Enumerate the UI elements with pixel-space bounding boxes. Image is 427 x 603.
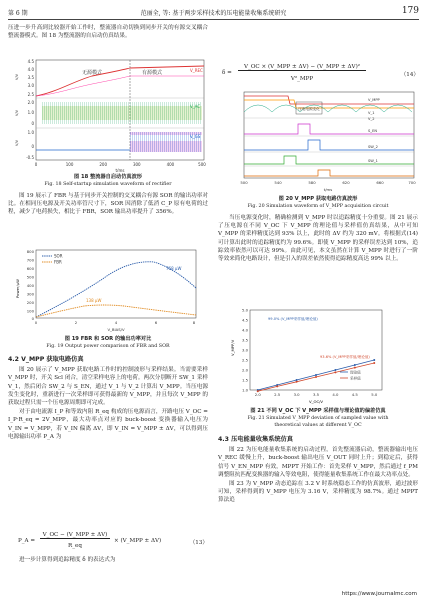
- equation-13: [14, 531, 208, 553]
- tick-label: 200: [99, 162, 108, 167]
- y-axis-label: Power/μW: [15, 279, 20, 298]
- issue-label: 第 6 期: [8, 10, 28, 17]
- v-gs-label: V_GS: [190, 134, 201, 139]
- data-point: [334, 369, 336, 371]
- x-axis-label: t/ms: [323, 187, 333, 192]
- signal-label: S_EN: [368, 129, 378, 133]
- tick-label: 0: [31, 121, 34, 126]
- tick-label: 600: [26, 266, 34, 271]
- data-point: [354, 367, 356, 369]
- signal-label: SW_1: [368, 159, 378, 163]
- y-axis-label: V/V: [15, 139, 19, 146]
- tick-label: 2.5: [27, 92, 34, 97]
- y-tick-label: 4.0: [241, 327, 248, 333]
- tick-label: 540: [274, 180, 282, 185]
- y-tick-label: 1.0: [241, 387, 248, 393]
- tick-label: 0: [34, 162, 38, 167]
- data-point: [276, 385, 278, 387]
- tick-label: 4.5: [27, 59, 34, 64]
- legend-fbr: FBR: [54, 259, 62, 265]
- x-axis-label: V_BIAS/V: [107, 327, 125, 332]
- tick-label: 300: [132, 162, 141, 167]
- paragraph: 对于由电流源 I_P 和等效内阻 R_eq 构成的压电源而言，开路电压 V_OC = I_P·R_eq = 2V_MPP，最大功率点对应的 buck-boost 变换器输入电压为 V_IN = V_MPP，若 V_IN 偏离 ΔV，即 V_IN = V_MPP ± ΔV，可以得到压电源输出功率 P_A 为: [8, 409, 208, 440]
- data-point: [373, 359, 375, 361]
- source-change-annotation: 压电电源变化: [298, 107, 320, 111]
- page-header: [8, 6, 419, 18]
- tick-label: 660: [376, 180, 384, 185]
- sor-annotation: 768 μW: [166, 266, 182, 271]
- tick-label: 2.0: [27, 100, 34, 105]
- figure-21-chart: [228, 306, 388, 406]
- tick-label: 100: [26, 308, 34, 314]
- data-point: [315, 374, 317, 376]
- left-section-4-2: [8, 352, 208, 442]
- x-tick-label: 4.0: [332, 392, 339, 397]
- tick-label: 400: [26, 283, 34, 288]
- tick-label: 3.5: [27, 75, 34, 80]
- paragraph: 当压电源变化时，精确检测到 V_MPP 时以追踪精度十分重要。图 21 展示了压电源在不同 V_OC 下 V_MPP 的理论值与采样值仿真结果，从中可知 V_MPP 的采样精度达到 93% 以上，此时的 ΔV 约为 320 mV。将根据式(14)可计算出此时的追踪精度约为 99.6%。即使 V_MPP 的采样误差达到 10%，追踪效率依然可以可达 99%。由此可见，本文虽然在计算 V_MPP 时进行了一阶等效来简化电路设计，但是引入的误差依然使得追踪精度高达 99% 以上。: [218, 215, 418, 263]
- figure-18-caption: [8, 174, 208, 188]
- caption-en: Fig. 21 Simulated V_MPP deviation of sampled value with: [247, 416, 389, 421]
- caption-en: Fig. 20 Simulation waveform of V_MPP acquisition circuit: [247, 204, 389, 209]
- tick-label: 500: [198, 162, 206, 167]
- x-axis-label: t/ms: [115, 168, 125, 172]
- signal-label: V_MPP: [368, 98, 380, 102]
- tick-label: 700: [26, 257, 34, 263]
- y-tick-label: 5.0: [241, 307, 248, 313]
- data-point: [315, 376, 317, 378]
- right-section-4-3: [218, 432, 418, 506]
- equation-14: [222, 62, 419, 86]
- x-tick-label: 4.5: [351, 392, 358, 397]
- v-rec-label: V_REC: [190, 68, 203, 73]
- annotation-93: 93.6% (V_MPP采样值/理论值): [320, 355, 370, 359]
- tick-label: 500: [240, 180, 248, 185]
- tick-label: 0: [31, 144, 34, 149]
- paragraph: 图 22 为压电能量收集系统的启动过程，首先整流器启动，整流器输出电压 V_REC 缓慢上升，buck-boost 输出电压 V_OUT 同时上升；到稳定后，获得信号 V_EN_MPP 有效，MPPT 开始工作：首先采样 V_MPP，然后通过 f_PM 调整阻抗匹配变换器的输入等效电阻，使得能量收集系统工作在最大功率点处。: [218, 447, 418, 478]
- tick-label: 4.0: [27, 67, 34, 72]
- tick-label: 300: [26, 291, 34, 297]
- caption-cn: 图 21 不同 V_OC 下 V_MPP 采样值与理论值的偏差仿真: [250, 408, 386, 414]
- tick-label: 2: [74, 320, 78, 325]
- figure-18: [12, 58, 208, 172]
- tick-label: 400: [166, 162, 175, 167]
- data-point: [334, 371, 336, 373]
- journal-url: https://www.journalmc.com: [341, 591, 417, 597]
- eq-number: （13）: [189, 540, 208, 546]
- header-rule: [8, 19, 419, 20]
- eq-denominator: V²_MPP: [290, 76, 314, 82]
- section-heading: 4.2 V_MPP 获取电路仿真: [8, 356, 84, 363]
- tick-label: 3.0: [27, 83, 34, 88]
- running-title: 范丽全, 等: 基于两步采样技术的压电能量收集系统研究: [140, 10, 287, 17]
- tick-label: 100: [65, 162, 74, 167]
- tick-label: 4: [114, 320, 118, 325]
- x-tick-label: 2.0: [254, 392, 261, 397]
- tick-label: 620: [342, 180, 350, 185]
- eq-numerator: V_OC − (V_MPP ± ΔV): [40, 532, 110, 539]
- y-axis-label: V/V: [15, 73, 19, 80]
- eq-lhs: δ =: [222, 70, 232, 76]
- annotation-99: 99.0% (V_MPP采样值/理论值): [268, 317, 318, 321]
- eq-number: （14）: [400, 72, 419, 78]
- tick-label: 6: [154, 320, 158, 325]
- tick-label: 8: [192, 320, 196, 325]
- tick-label: 580: [308, 180, 316, 185]
- active-mode-label: 有源模式: [141, 70, 163, 76]
- legend-label: 理论值: [350, 370, 361, 375]
- y-tick-label: 3.5: [241, 337, 248, 343]
- section-heading: 4.3 压电能量收集系统仿真: [218, 436, 293, 443]
- data-point: [257, 390, 259, 392]
- paragraph: 图 20 展示了 V_MPP 获取电路工作时的控制波形与采样结果。当需要采样 V_MPP 时，开关 Scl 闭合，清空采样电容上的电荷。两次分别断开 SW_1 采样 V_1，然后闭合 SW_2 与 S_EN，通过 V_1 与 V_2 计算出 V_MPP。当压电源发生变化时，重新进行一次采样即可获得最新的 V_MPP，并且每次 V_MPP 的获取过程只需一个压电源周期即可完成。: [8, 367, 208, 407]
- tick-label: -0.5: [26, 155, 34, 160]
- tick-label: 800: [26, 249, 34, 254]
- signal-label: V_1: [368, 111, 375, 115]
- y-tick-label: 2.0: [241, 367, 248, 373]
- left-para-5: [8, 556, 208, 565]
- tick-label: 1.0: [27, 130, 34, 135]
- legend-label: 采样值: [350, 376, 361, 381]
- caption-en: theoretical values at different V_OC: [274, 423, 362, 428]
- data-point: [296, 381, 298, 383]
- y-tick-label: 3.0: [241, 347, 248, 353]
- caption-cn: 图 19 FBR 和 SOR 的输出功率对比: [64, 336, 152, 342]
- signal-label: SW_2: [368, 145, 378, 149]
- eq-rhs: × (V_MPP ± ΔV): [114, 538, 162, 544]
- paragraph: 图 23 为 V_MPP 动态追踪在 3.2 V 时系统稳态工作的仿真波形，通过波形可知，采样得到的 V_MPP 电压为 3.16 V，采样精度为 98.7%。通过 MPPT 算法追: [218, 481, 418, 504]
- x-tick-label: 3.0: [293, 392, 300, 397]
- v-ac-label: V_AC: [190, 104, 201, 109]
- legend-sor: SOR: [54, 253, 63, 259]
- y-axis-label: V/V: [15, 109, 19, 116]
- paragraph: 进一步计算得到追踪精度 δ 的表达式为: [19, 557, 116, 563]
- figure-20-caption: [218, 196, 418, 210]
- data-point: [354, 364, 356, 366]
- tick-label: 0: [34, 320, 38, 325]
- x-axis-label: V_OC/V: [308, 399, 324, 404]
- figure-19: [14, 248, 200, 332]
- y-tick-label: 4.5: [241, 317, 248, 323]
- eq-denominator: R_eq: [68, 543, 82, 549]
- caption-en: Fig. 19 Output power comparison of FBR and SOR: [46, 344, 170, 349]
- figure-21-caption: [218, 408, 418, 429]
- left-intro: [8, 24, 208, 41]
- paragraph: 压进一步升高到比较器开始工作时，整流器自动切换到同步开关的有源交叉耦合整流器模式。图 18 为整流器的自启动仿真结果。: [8, 25, 208, 40]
- figure-20: [218, 90, 418, 194]
- caption-cn: 图 20 V_MPP 获取电路仿真波形: [278, 196, 358, 202]
- tick-label: 200: [26, 300, 34, 305]
- figure-19-caption: [8, 336, 208, 350]
- tick-label: 1.0: [27, 110, 34, 115]
- y-tick-label: 2.5: [241, 357, 248, 363]
- eq-lhs: P_A =: [18, 538, 36, 544]
- x-tick-label: 3.5: [312, 392, 320, 397]
- caption-cn: 图 18 整流器自启动仿真波形: [74, 174, 142, 180]
- data-point: [373, 362, 375, 364]
- x-tick-label: 2.5: [274, 392, 281, 397]
- x-tick-label: 5.0: [371, 392, 378, 397]
- fbr-annotation: 138 μW: [86, 298, 102, 303]
- y-axis-label: V_MPP/V: [230, 339, 235, 356]
- caption-en: Fig. 18 Self-startup simulation waveform of rectifier: [44, 182, 172, 187]
- tick-label: 0: [31, 316, 34, 321]
- y-tick-label: 1.5: [241, 377, 248, 383]
- left-para-2: [8, 192, 208, 218]
- tick-label: 700: [408, 180, 416, 185]
- data-point: [296, 379, 298, 381]
- eq-numerator: V_OC × (V_MPP ± ΔV) − (V_MPP ± ΔV)²: [238, 64, 366, 71]
- right-para-1: [218, 214, 418, 264]
- page-number: 179: [401, 6, 419, 16]
- passive-mode-label: 无源模式: [81, 70, 103, 76]
- signal-label: V_2: [368, 117, 375, 121]
- tick-label: 500: [26, 274, 34, 280]
- paragraph: 图 19 展示了 FBR 与基于同步开关控制的交叉耦合有源 SOR 的输出功率对比。在相同压电源及开关功率管尺寸下，SOR 因消除了低消 C_P 原有电荷的过程，减少了电荷损失，相比于 FBR，SOR 输出功率提升了 356%。: [8, 193, 208, 216]
